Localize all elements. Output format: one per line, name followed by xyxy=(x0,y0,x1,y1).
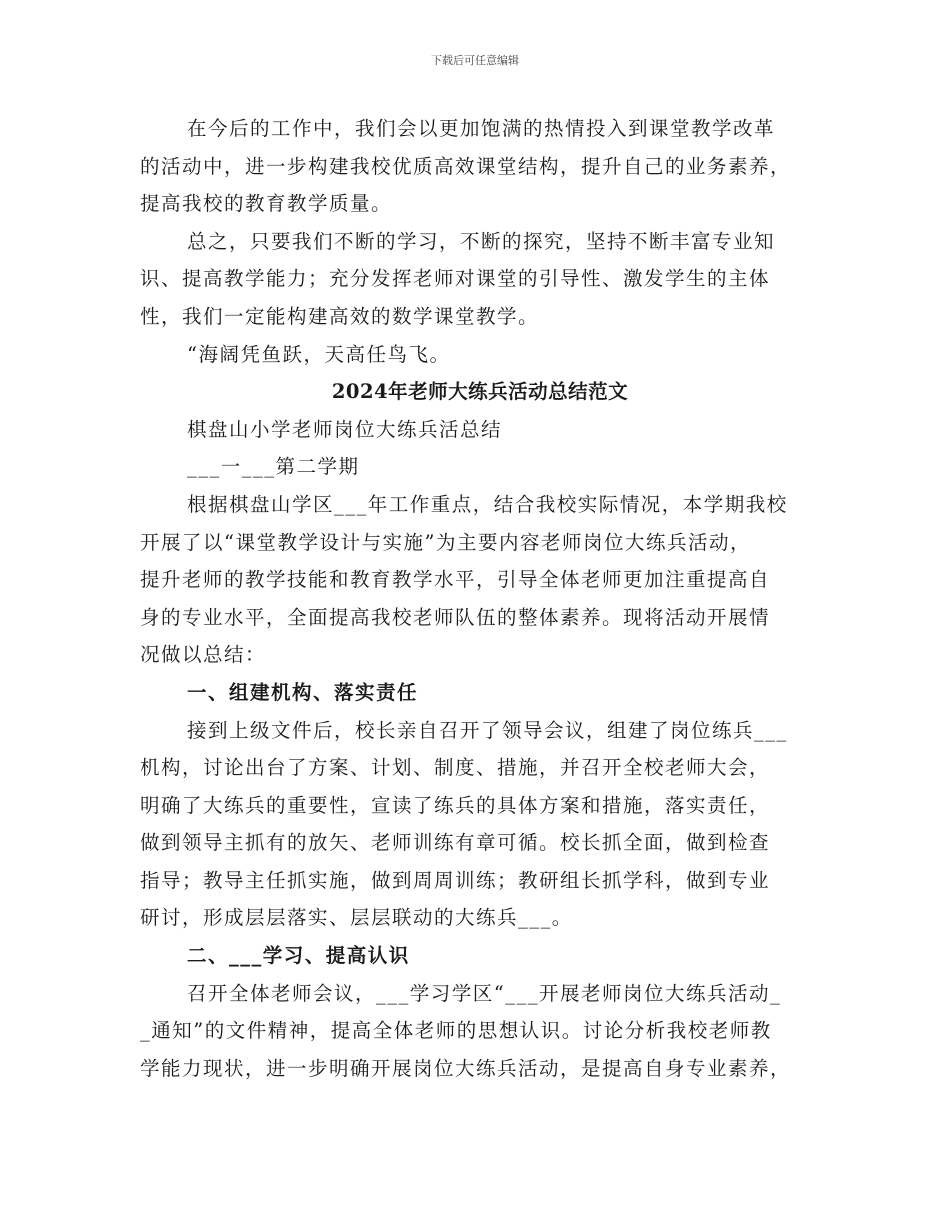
page-header: 下载后可任意编辑 xyxy=(431,54,519,67)
paragraph-line: 指导；教导主任抓实施，做到周周训练；教研组长抓学科，做到专业 xyxy=(140,868,771,892)
paragraph-line: 机构，讨论出台了方案、计划、制度、措施，并召开全校老师大会， xyxy=(140,756,771,780)
paragraph-line: 身的专业水平，全面提高我校老师队伍的整体素养。现将活动开展情 xyxy=(140,605,771,629)
paragraph-line: 在今后的工作中，我们会以更加饱满的热情投入到课堂教学改革 xyxy=(187,117,776,140)
section-heading-2: 二、___学习、提高认识 xyxy=(187,944,410,968)
document-body xyxy=(140,110,820,1087)
paragraph-line: 提升老师的教学技能和教育教学水平，引导全体老师更加注重提高自 xyxy=(140,568,771,592)
paragraph-line: 做到领导主抓有的放矢、老师训练有章可循。校长抓全面，做到检查 xyxy=(140,831,771,855)
quote-line: “海阔凭鱼跃，天高任鸟飞。 xyxy=(187,342,451,366)
paragraph-line: 的活动中，进一步构建我校优质高效课堂结构，提升自己的业务素养， xyxy=(140,154,792,178)
paragraph-line: _通知”的文件精神，提高全体老师的思想认识。讨论分析我校老师教 xyxy=(140,1019,772,1043)
paragraph-line: 明确了大练兵的重要性，宣读了练兵的具体方案和措施，落实责任， xyxy=(140,793,771,817)
paragraph-line: 开展了以“课堂教学设计与实施”为主要内容老师岗位大练兵活动， xyxy=(140,530,751,554)
paragraph-line: 识、提高教学能力；充分发挥老师对课堂的引导性、激发学生的主体 xyxy=(140,267,771,291)
paragraph-line: 况做以总结： xyxy=(140,643,267,667)
subtitle-line: 棋盘山小学老师岗位大练兵活总结 xyxy=(187,417,503,441)
paragraph-line: 召开全体老师会议，___学习学区“___开展老师岗位大练兵活动_ xyxy=(187,981,782,1005)
paragraph-line: 总之，只要我们不断的学习，不断的探究，坚持不断丰富专业知 xyxy=(187,229,776,253)
paragraph-line: 性，我们一定能构建高效的数学课堂教学。 xyxy=(140,304,540,328)
paragraph-line: 根据棋盘山学区___年工作重点，结合我校实际情况，本学期我校 xyxy=(187,492,788,516)
paragraph-line: 提高我校的教育教学质量。 xyxy=(140,192,393,216)
paragraph-line: 接到上级文件后，校长亲自召开了领导会议，组建了岗位练兵___ xyxy=(187,718,788,742)
section-heading-1: 一、组建机构、落实责任 xyxy=(187,680,419,704)
paragraph-line: 研讨，形成层层落实、层层联动的大练兵___。 xyxy=(140,906,573,930)
paragraph-line: 学能力现状，进一步明确开展岗位大练兵活动，是提高自身专业素养， xyxy=(140,1056,792,1080)
article-title: 2024年老师大练兵活动总结范文 xyxy=(331,380,629,404)
semester-line: ___一___第二学期 xyxy=(187,455,360,479)
